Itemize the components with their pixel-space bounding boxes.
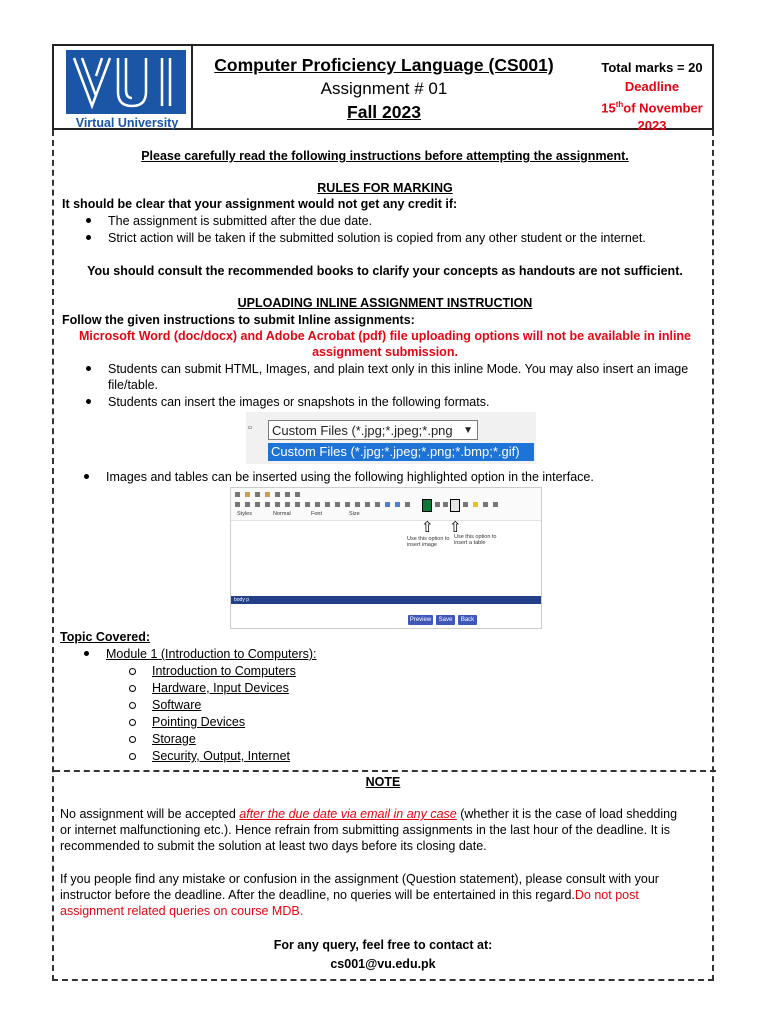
note-p2-line1: If you people find any mistake or confusion in the assignment (Question statement), please consult with your	[60, 872, 659, 886]
status-path: body p	[234, 597, 250, 603]
intro-text: Please carefully read the following instructions before attempting the assignment.	[141, 149, 629, 163]
upload-lead: Follow the given instructions to submit Inline assignments:	[62, 313, 415, 327]
insert-table-icon[interactable]	[450, 499, 460, 512]
rule-item: The assignment is submitted after the due date.	[108, 214, 373, 228]
format-dropdown[interactable]: Normal	[273, 511, 291, 517]
note-p2-line3: assignment related queries on course MDB.	[60, 904, 304, 918]
note-p2-warning: Do not post	[574, 888, 639, 902]
deadline	[590, 78, 714, 135]
rules-lead: It should be clear that your assignment would not get any credit if:	[62, 197, 458, 211]
topic-item: Introduction to Computers	[152, 664, 296, 678]
topics-module: Module 1 (Introduction to Computers):	[106, 647, 317, 661]
upload-bullet-3: Images and tables can be inserted using the following highlighted option in the interface.	[106, 470, 594, 484]
note-p2-line2: instructor before the deadline. After the deadline, no queries will be entertained in this regard.Do not post	[60, 888, 639, 902]
upload-bullet-1: Students can submit HTML, Images, and plain text only in this inline Mode. You may also insert an image	[108, 362, 689, 376]
file-format-screenshot	[246, 412, 536, 464]
total-marks: Total marks = 20	[601, 60, 703, 75]
deadline-label: Deadline	[624, 79, 680, 94]
upload-warning-1: Microsoft Word (doc/docx) and Adobe Acrobat (pdf) file uploading options will not be available in inline	[78, 329, 692, 343]
note-p1-emphasis: after the due date via email in any case	[239, 807, 457, 821]
caption-insert-image: Use this option to insert image	[407, 536, 450, 548]
term: Fall 2023	[347, 102, 421, 122]
deadline-month: of November	[623, 100, 703, 116]
contact-label: For any query, feel free to contact at:	[273, 938, 493, 952]
vu-logo-icon	[66, 50, 186, 114]
contact-email[interactable]: cs001@vu.edu.pk	[330, 957, 436, 971]
topics-heading: Topic Covered:	[60, 630, 151, 644]
editor-statusbar	[231, 596, 541, 604]
window-edge-icon: ▫	[248, 422, 252, 434]
note-heading: NOTE	[365, 775, 401, 789]
topic-item: Security, Output, Internet	[152, 749, 291, 763]
logo-text: Virtual University	[75, 116, 179, 130]
assignment-page	[52, 44, 714, 981]
editor-screenshot	[230, 487, 542, 629]
deadline-day: 15	[601, 100, 616, 116]
back-button[interactable]: Back	[458, 615, 477, 625]
save-button[interactable]: Save	[436, 615, 455, 625]
header-box	[52, 44, 714, 134]
arrow-up-icon: ⇧	[421, 519, 434, 536]
deadline-year: 2023	[637, 118, 667, 134]
topic-item: Pointing Devices	[152, 715, 246, 729]
arrow-up-icon: ⇧	[449, 519, 462, 536]
file-type-select[interactable]	[268, 420, 478, 440]
vu-logo	[66, 50, 188, 128]
preview-button[interactable]: Preview	[409, 617, 432, 623]
upload-bullet-2: Students can insert the images or snapshots in the following formats.	[108, 395, 490, 409]
insert-image-icon[interactable]	[422, 499, 432, 512]
topic-item: Storage	[152, 732, 196, 746]
upload-warning-2: assignment submission.	[312, 345, 458, 359]
note-p1-line2: or internet malfunctioning etc.). Hence refrain from submitting assignments in the last hour of the deadline. It is	[60, 823, 671, 837]
rule-item: Strict action will be taken if the submitted solution is copied from any other student or the internet.	[108, 231, 646, 245]
course-title: Computer Proficiency Language (CS001)	[214, 55, 554, 75]
font-dropdown[interactable]: Font	[311, 511, 323, 517]
topic-item: Hardware, Input Devices	[152, 681, 289, 695]
rules-heading: RULES FOR MARKING	[317, 181, 453, 195]
note-p1-line3: recommended to submit the solution at least two days before its closing date.	[60, 839, 487, 853]
note-p1-line1: No assignment will be accepted after the due date via email in any case (whether it is the case of load shedding	[60, 807, 678, 821]
upload-heading: UPLOADING INLINE ASSIGNMENT INSTRUCTION	[237, 296, 533, 310]
file-type-option[interactable]: Custom Files (*.jpg;*.jpeg;*.png;*.bmp;*.gif)	[268, 443, 534, 461]
caption-insert-table: Use this option to insert a table	[454, 534, 497, 546]
styles-dropdown[interactable]: Styles	[237, 511, 252, 517]
chevron-down-icon: ▼	[463, 425, 473, 436]
size-dropdown[interactable]: Size	[349, 511, 360, 517]
editor-toolbar	[231, 488, 541, 521]
upload-bullet-1-cont: file/table.	[108, 378, 159, 392]
deadline-suffix: th	[615, 100, 624, 109]
file-type-value: Custom Files (*.jpg;*.jpeg;*.png	[272, 423, 453, 438]
note-separator	[54, 770, 716, 772]
assignment-number: Assignment # 01	[320, 79, 448, 98]
topic-item: Software	[152, 698, 202, 712]
consult-text: You should consult the recommended books to clarify your concepts as handouts are not sufficient.	[87, 264, 683, 278]
